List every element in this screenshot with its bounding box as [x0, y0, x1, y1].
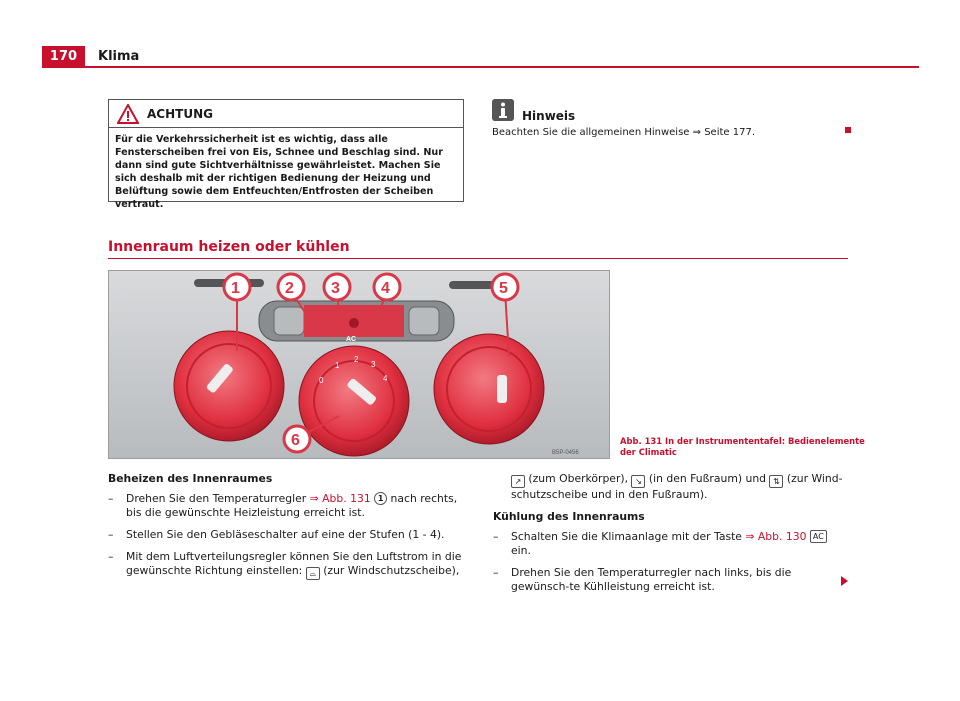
- climatic-controls-figure: [108, 270, 610, 459]
- ac-key: AC: [810, 530, 827, 543]
- note-text-part: Beachten Sie die allgemeinen Hinweise: [492, 127, 693, 138]
- page-number: 170: [42, 46, 85, 68]
- note-text: [492, 127, 755, 138]
- warning-title: ACHTUNG: [147, 107, 213, 121]
- figure-reference-link[interactable]: ⇒ Abb. 130: [745, 530, 807, 543]
- warning-header: [109, 100, 463, 128]
- chapter-title: Klima: [98, 49, 140, 64]
- item-text: (in den Fußraum) und: [645, 472, 770, 485]
- note-text-end: .: [751, 127, 756, 138]
- list-item: – Schalten Sie die Klimaanlage mit der Taste ⇒ Abb. 130 AC ein.: [493, 530, 849, 558]
- caption-line-2: der Climatic: [620, 447, 677, 457]
- continue-arrow-icon: [841, 576, 848, 586]
- continuation-text: [493, 472, 849, 502]
- fan-scale-4: 4: [383, 374, 388, 383]
- windshield-icon: ⌓: [306, 567, 320, 580]
- list-item: – Mit dem Luftverteilungsregler können Sie den Luftstrom in die gewünschte Richtung einstellen: ⌓ (zur Windschutzscheibe),: [108, 550, 462, 578]
- item-text: nach rechts, bis die gewünschte Heizleistung erreicht ist.: [126, 492, 458, 519]
- fan-scale-3: 3: [371, 360, 376, 369]
- warning-icon: [117, 104, 139, 124]
- warning-text: Für die Verkehrssicherheit ist es wichtig, dass alle Fensterscheiben frei von Eis, Schnee und Beschlag sind. Nur dann sind gute Sichtverhältnisse gewährleistet. Machen Sie sich deshalb mit der richtigen Bedienung der Heizung und Belüftung sowie dem Entfeuchten/Entfrosten der Scheiben vertraut.: [115, 134, 443, 210]
- list-item: – Drehen Sie den Temperaturregler ⇒ Abb. 131 1 nach rechts, bis die gewünschte Heizleistung erreicht ist.: [108, 492, 458, 519]
- item-text: (zum Oberkörper),: [525, 472, 632, 485]
- climatic-controls-illustration: [109, 271, 609, 458]
- fan-scale-2: 2: [354, 355, 359, 364]
- figure-code: B5P-0456: [552, 450, 579, 456]
- callout-2: 2: [285, 280, 294, 297]
- caption-line-1: Abb. 131 In der Instrumententafel: Bedienelemente: [620, 436, 865, 446]
- callout-4: 4: [381, 280, 390, 297]
- panel-ac-label: AC: [346, 336, 357, 343]
- note-title: Hinweis: [522, 109, 576, 123]
- item-text: ein.: [511, 544, 531, 557]
- item-text: Stellen Sie den Gebläseschalter auf eine der Stufen (1 - 4).: [126, 528, 445, 541]
- item-text: Mit dem Luftverteilungsregler können Sie den Luftstrom in die gewünschte Richtung einstellen:: [126, 550, 462, 577]
- right-column: [493, 472, 849, 602]
- item-text: Drehen Sie den Temperaturregler: [126, 492, 310, 505]
- callout-ref: 1: [374, 492, 387, 505]
- header-rule: [85, 66, 919, 68]
- warning-box: [108, 99, 464, 210]
- footwell-icon: ↘: [631, 475, 645, 488]
- info-icon: [492, 99, 514, 121]
- item-text: Drehen Sie den Temperaturregler nach links, bis die gewünsch-te Kühlleistung erreicht ist.: [511, 566, 792, 593]
- item-text: Schalten Sie die Klimaanlage mit der Taste: [511, 530, 746, 543]
- fan-scale-1: 1: [335, 361, 340, 370]
- fan-scale-0: 0: [319, 376, 324, 385]
- left-column: [108, 472, 464, 588]
- upper-body-icon: ↗: [511, 475, 525, 488]
- callout-5: 5: [499, 280, 508, 297]
- cooling-heading: Kühlung des Innenraums: [493, 510, 645, 523]
- list-item: – Stellen Sie den Gebläseschalter auf eine der Stufen (1 - 4).: [108, 528, 445, 541]
- note-page-reference[interactable]: ⇒ Seite 177: [692, 127, 752, 138]
- callout-1: 1: [231, 280, 240, 297]
- figure-caption: [620, 436, 865, 458]
- list-item: – Drehen Sie den Temperaturregler nach links, bis die gewünsch-te Kühlleistung erreicht ist.: [493, 566, 792, 593]
- heating-heading: Beheizen des Innenraumes: [108, 472, 273, 485]
- end-marker: [845, 127, 851, 133]
- item-text: (zur Windschutzscheibe),: [319, 564, 460, 577]
- windshield-footwell-icon: ⇅: [769, 475, 783, 488]
- callout-3: 3: [331, 280, 340, 297]
- callout-6: 6: [291, 432, 300, 449]
- section-title: Innenraum heizen oder kühlen: [108, 239, 350, 255]
- figure-reference-link[interactable]: ⇒ Abb. 131: [309, 492, 371, 505]
- item-text: (zur Wind-schutzscheibe und in den Fußraum).: [511, 472, 843, 501]
- section-rule: [108, 258, 848, 259]
